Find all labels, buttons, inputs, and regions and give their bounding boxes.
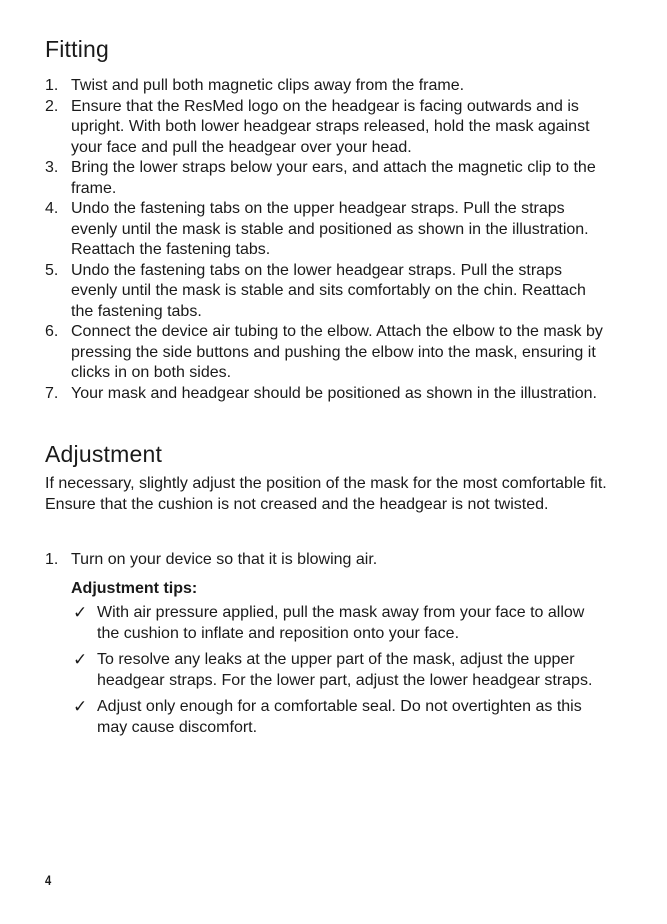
tip-item: [71, 603, 601, 644]
step-text: Your mask and headgear should be positioned as shown in the illustration.: [71, 384, 597, 402]
fitting-step: [45, 97, 610, 159]
check-icon: ✓: [73, 697, 88, 716]
step-number: 5.: [45, 261, 59, 279]
step-number: 6.: [45, 323, 59, 340]
fitting-step: [45, 384, 610, 405]
tip-text: Adjust only enough for a comfortable seal. Do not overtighten as this may cause discomfort.: [97, 698, 582, 736]
check-icon: ✓: [73, 603, 88, 622]
fitting-step: [45, 158, 610, 199]
tip-item: [71, 650, 601, 691]
fitting-step: [45, 76, 610, 97]
tip-text: To resolve any leaks at the upper part of the mask, adjust the upper headgear straps. For the lower part, adjust the lower headgear straps.: [97, 651, 593, 689]
step-text: Twist and pull both magnetic clips away from the frame.: [71, 77, 465, 94]
step-text: Undo the fastening tabs on the lower headgear straps. Pull the straps evenly until the mask is stable and sits comfortably on the chin. Reattach the fastening tabs.: [71, 261, 586, 320]
step-text: Turn on your device so that it is blowing air.: [71, 551, 378, 568]
check-icon: ✓: [73, 650, 88, 669]
step-text: Connect the device air tubing to the elbow. Attach the elbow to the mask by pressing the side buttons and pushing the elbow into the mask, ensuring it clicks in on both sides.: [71, 323, 603, 381]
step-number: 7.: [45, 384, 59, 402]
step-text: Bring the lower straps below your ears, and attach the magnetic clip to the frame.: [71, 159, 596, 197]
step-text: Undo the fastening tabs on the upper headgear straps. Pull the straps evenly until the mask is stable and positioned as shown in the illustration. Reattach the fastening tabs.: [71, 200, 589, 258]
step-number: 1.: [45, 551, 59, 568]
fitting-step: [45, 261, 610, 323]
step-number: 1.: [45, 77, 59, 94]
page-number: 4: [45, 872, 52, 888]
adjustment-heading: Adjustment: [45, 441, 163, 467]
step-text: Ensure that the ResMed logo on the headgear is facing outwards and is upright. With both lower headgear straps released, hold the mask against your face and pull the headgear over your head.: [71, 97, 590, 156]
tip-text: With air pressure applied, pull the mask away from your face to allow the cushion to inflate and reposition onto your face.: [97, 604, 585, 642]
adjustment-tips-list: [71, 603, 601, 744]
fitting-heading: Fitting: [45, 36, 110, 62]
tip-item: [71, 697, 601, 738]
step-number: 2.: [45, 97, 59, 115]
adjustment-steps-list: [45, 550, 610, 571]
adjustment-step: [45, 550, 610, 571]
step-number: 4.: [45, 200, 59, 217]
fitting-step: [45, 199, 610, 261]
fitting-steps-list: [45, 76, 610, 404]
adjustment-tips-heading: Adjustment tips:: [71, 580, 198, 597]
fitting-step: [45, 322, 610, 384]
adjustment-intro: If necessary, slightly adjust the position of the mask for the most comfortable fit. Ensure that the cushion is not creased and the headgear is not twisted.: [45, 475, 607, 513]
step-number: 3.: [45, 159, 59, 176]
